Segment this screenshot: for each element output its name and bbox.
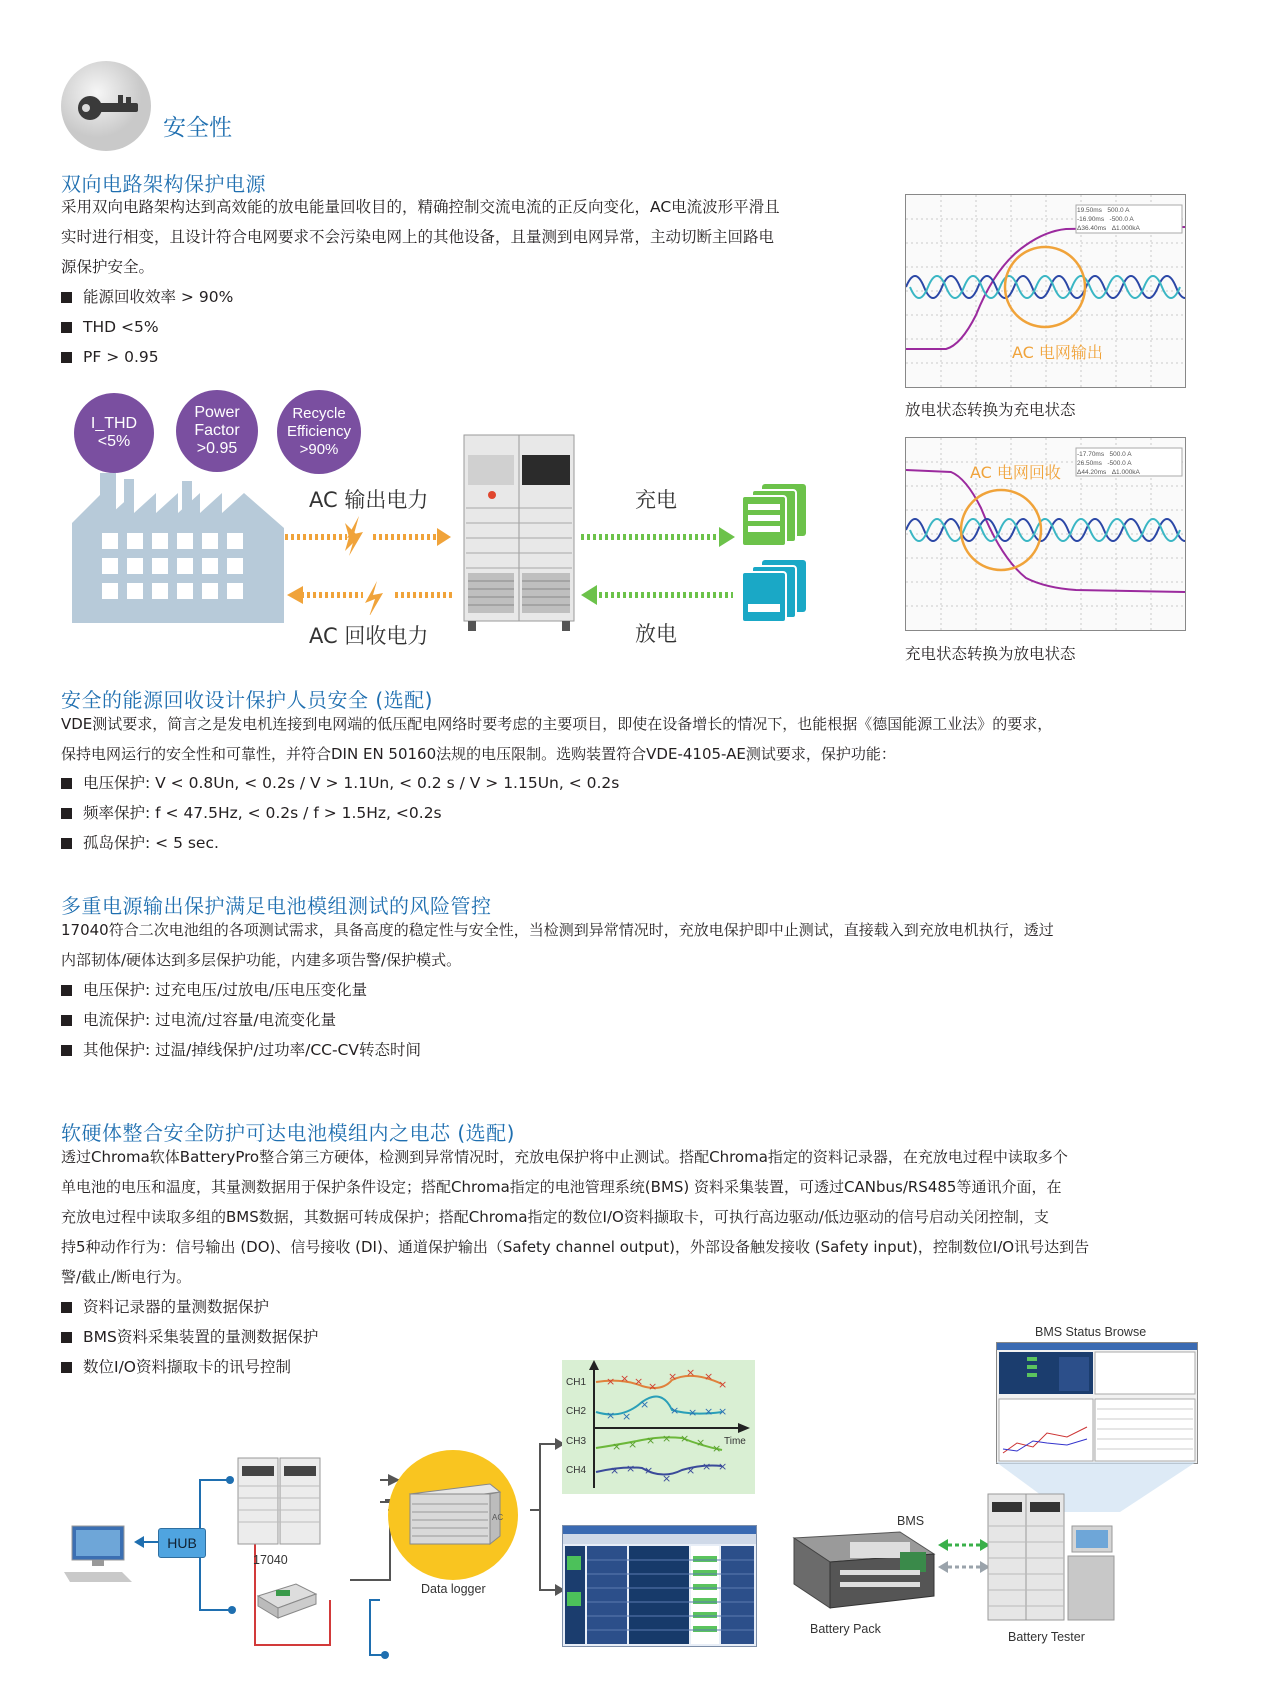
svg-text:×: × xyxy=(646,1434,656,1447)
svg-text:AC: AC xyxy=(492,1513,504,1522)
section-paragraph: 17040符合二次电池组的各项测试需求，具备高度的稳定性与安全性，当检测到异常情况时，充放电保护即中止测试，直接载入到充放电机执行，透过 内部韧体/硬体达到多层保护功能，内建多项告警/保护模式。 xyxy=(61,921,1054,969)
section-paragraph: VDE测试要求，简言之是发电机连接到电网端的低压配电网络时要考虑的主要项目，即使在设备增长的情况下，也能根据《德国能源工业法》的要求， 保持电网运行的安全性和可靠性，并符合DIN EN 50160法规的电压限制。选购装置符合VDE-4105-AE测试要求，保护功能： xyxy=(61,715,1053,763)
section-heading: 多重电源输出保护满足电池模组测试的风险管控 xyxy=(61,894,492,918)
scope2-overlay-label: AC 电网回收 xyxy=(970,463,1061,482)
ac-output-label: AC 输出电力 xyxy=(309,488,429,512)
channel-label: CH2 xyxy=(566,1406,587,1417)
svg-text:×: × xyxy=(610,1464,620,1477)
power-factor-badge: Power Factor >0.95 xyxy=(176,390,258,472)
svg-text:×: × xyxy=(668,1370,678,1383)
svg-text:×: × xyxy=(712,1442,722,1455)
hub-box: HUB xyxy=(158,1528,206,1558)
svg-text:×: × xyxy=(686,1464,696,1477)
section-heading: 安全的能源回收设计保护人员安全 (选配) xyxy=(61,688,433,712)
channel-label: CH4 xyxy=(566,1465,587,1476)
thd-badge: I_THD <5% xyxy=(74,393,154,473)
svg-text:×: × xyxy=(606,1409,616,1422)
factory-icon xyxy=(72,473,284,623)
channel-label: CH1 xyxy=(566,1377,587,1388)
bullet-item: PF > 0.95 xyxy=(61,342,159,372)
bullet-item: THD <5% xyxy=(61,312,159,342)
page-title: 安全性 xyxy=(163,115,232,141)
scope1-overlay-label: AC 电网输出 xyxy=(1012,343,1103,362)
data-logger-device xyxy=(404,1480,504,1548)
charge-label: 充电 xyxy=(635,488,677,512)
bms-label: BMS xyxy=(897,1514,925,1528)
section-heading: 软硬体整合安全防护可达电池模组内之电芯 (选配) xyxy=(61,1121,515,1145)
software-screenshot xyxy=(562,1525,757,1647)
svg-text:×: × xyxy=(612,1440,622,1453)
time-axis-label: Time xyxy=(724,1436,746,1447)
bms-data-arrows xyxy=(938,1536,990,1576)
svg-text:×: × xyxy=(628,1438,638,1451)
bullet-item: 频率保护: f < 47.5Hz, < 0.2s / f > 1.5Hz, <0.2s xyxy=(61,798,442,828)
svg-text:×: × xyxy=(688,1406,698,1419)
svg-text:×: × xyxy=(640,1398,650,1411)
ac-recovery-label: AC 回收电力 xyxy=(309,624,429,648)
data-logger-label: Data logger xyxy=(421,1582,486,1596)
bullet-item: BMS资料采集装置的量测数据保护 xyxy=(61,1322,318,1352)
svg-text:×: × xyxy=(718,1460,728,1473)
svg-text:×: × xyxy=(606,1375,616,1388)
battery-tester-cabinet xyxy=(462,433,576,633)
battery-pack-image xyxy=(790,1528,940,1616)
svg-text:×: × xyxy=(620,1372,630,1385)
battery-pack-label: Battery Pack xyxy=(810,1622,881,1636)
section-paragraph: 透过Chroma软体BatteryPro整合第三方硬体，检测到异常情况时，充放电保护将中止测试。搭配Chroma指定的资料记录器，在充放电过程中读取多个 单电池的电压和温度，其量测数据用于保护条件设定；搭配Chroma指定的电池管理系统(BMS) 资料采集装置，可透过CANbus/RS485等通讯介面，在 充放电过程中读取多组的BMS数据，其数据可转成保护；搭配Chroma指定的数位I/O资料撷取卡，可执行高边驱动/低边驱动的信号启动关闭控制，支 持5种动作行为：信号输出 (DO)、信号接收 (DI)、通道保护输出（Safety channel output)，外部设备触发接收 (Safety input)，控制数位I/O讯号达到告 警/截止/断电行为。 xyxy=(61,1148,1090,1286)
svg-text:×: × xyxy=(648,1380,658,1393)
bms-status-browse-window xyxy=(996,1342,1198,1464)
channel-chart xyxy=(562,1360,755,1494)
svg-text:×: × xyxy=(680,1432,690,1445)
svg-text:×: × xyxy=(696,1436,706,1449)
key-icon xyxy=(60,60,152,152)
channel-label: CH3 xyxy=(566,1436,587,1447)
scope2-caption: 充电状态转换为放电状态 xyxy=(905,645,1076,663)
lightning-icon xyxy=(345,516,365,556)
svg-text:×: × xyxy=(622,1410,632,1423)
section-paragraph: 采用双向电路架构达到高效能的放电能量回收目的，精确控制交流电流的正反向变化，AC电流波形平滑且 实时进行相变，且设计符合电网要求不会污染电网上的其他设备，且量测到电网异常，主动切断主回路电 源保护安全。 xyxy=(61,198,780,276)
model-label: 17040 xyxy=(253,1553,288,1567)
svg-text:×: × xyxy=(718,1378,728,1391)
svg-text:×: × xyxy=(662,1432,672,1445)
bullet-item: 其他保护: 过温/掉线保护/过功率/CC-CV转态时间 xyxy=(61,1035,421,1065)
svg-text:×: × xyxy=(662,1472,672,1485)
section-heading: 双向电路架构保护电源 xyxy=(61,172,266,196)
bullet-item: 电压保护: V < 0.8Un, < 0.2s / V > 1.1Un, < 0.2 s / V > 1.15Un, < 0.2s xyxy=(61,768,619,798)
svg-text:×: × xyxy=(670,1404,680,1417)
discharge-label: 放电 xyxy=(635,622,677,646)
battery-module-icon xyxy=(256,1580,318,1620)
battery-discharge-icon xyxy=(740,558,812,624)
bullet-item: 电压保护: 过充电压/过放电/压电压变化量 xyxy=(61,975,367,1005)
bullet-item: 孤岛保护: < 5 sec. xyxy=(61,828,219,858)
bms-status-browse-label: BMS Status Browse xyxy=(1035,1325,1147,1339)
svg-text:×: × xyxy=(644,1464,654,1477)
scope1-readout: 19.50ms 500.0 A -16.90ms -500.0 A Δ36.40ms Δ1.000kA xyxy=(1077,207,1140,232)
svg-text:×: × xyxy=(702,1460,712,1473)
battery-charge-icon xyxy=(740,482,812,548)
computer-icon xyxy=(62,1522,134,1586)
scope1-caption: 放电状态转换为充电状态 xyxy=(905,401,1076,419)
svg-text:×: × xyxy=(704,1405,714,1418)
battery-tester-label: Battery Tester xyxy=(1008,1630,1085,1644)
svg-text:×: × xyxy=(626,1462,636,1475)
battery-tester-image xyxy=(986,1492,1116,1624)
rack-17040 xyxy=(236,1456,322,1548)
bullet-item: 资料记录器的量测数据保护 xyxy=(61,1292,269,1322)
svg-text:×: × xyxy=(686,1366,696,1379)
bullet-item: 电流保护: 过电流/过容量/电流变化量 xyxy=(61,1005,336,1035)
svg-text:×: × xyxy=(704,1370,714,1383)
svg-text:×: × xyxy=(718,1405,728,1418)
svg-text:×: × xyxy=(634,1375,644,1388)
bullet-item: 数位I/O资料撷取卡的讯号控制 xyxy=(61,1352,291,1382)
bullet-item: 能源回收效率 > 90% xyxy=(61,282,233,312)
scope2-readout: -17.70ms 500.0 A 26.50ms -500.0 A Δ44.20ms Δ1.000kA xyxy=(1077,451,1140,476)
recycle-efficiency-badge: Recycle Efficiency >90% xyxy=(277,390,361,474)
